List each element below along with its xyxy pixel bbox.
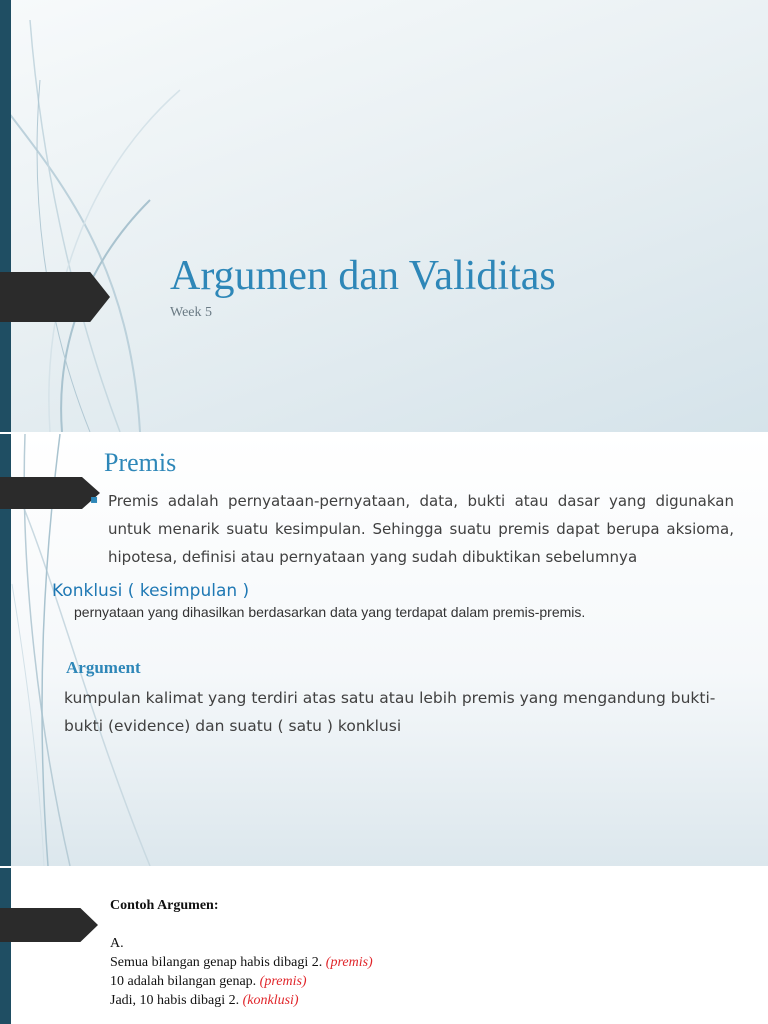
- side-bar: [0, 0, 11, 432]
- title-slide: [0, 0, 768, 432]
- argument-definition: kumpulan kalimat yang terdiri atas satu atau lebih premis yang mengandung bukti-bukti (evidence) dan suatu ( satu ) konklusi: [64, 689, 716, 735]
- example-slide: [0, 868, 768, 1024]
- example-heading: Contoh Argumen:: [110, 898, 219, 913]
- argument-heading: Argument: [66, 658, 141, 677]
- konklusi-heading: Konklusi ( kesimpulan ): [52, 581, 250, 601]
- definitions-slide: [0, 434, 768, 866]
- example-block: [110, 896, 373, 1010]
- example-line: [110, 953, 373, 972]
- slide-title: Argumen dan Validitas: [170, 253, 556, 299]
- decorative-curves: [0, 0, 768, 432]
- premis-heading: Premis: [104, 448, 177, 477]
- side-bar: [0, 868, 11, 1024]
- statement-tag: (premis): [259, 974, 307, 989]
- statement-text: Semua bilangan genap habis dibagi 2.: [110, 955, 323, 970]
- example-label: A.: [110, 936, 124, 951]
- arrow-shape: [0, 272, 110, 322]
- konklusi-definition: pernyataan yang dihasilkan berdasarkan data yang terdapat dalam premis-premis.: [74, 604, 586, 620]
- statement-text: Jadi, 10 habis dibagi 2.: [110, 993, 240, 1008]
- example-line: [110, 972, 373, 991]
- bullet-icon: ▪: [90, 492, 99, 506]
- arrow-shape: [0, 908, 98, 942]
- example-line: [110, 991, 373, 1010]
- statement-tag: (konklusi): [242, 993, 299, 1008]
- premis-definition: Premis adalah pernyataan-pernyataan, data, bukti atau dasar yang digunakan untuk menarik suatu kesimpulan. Sehingga suatu premis dapat berupa aksioma, hipotesa, definisi atau pernyataan yang sudah dibuktikan sebelumnya: [108, 492, 734, 566]
- slide-subtitle: Week 5: [170, 305, 213, 320]
- statement-text: 10 adalah bilangan genap.: [110, 974, 257, 989]
- statement-tag: (premis): [325, 955, 373, 970]
- arrow-shape: [0, 477, 100, 509]
